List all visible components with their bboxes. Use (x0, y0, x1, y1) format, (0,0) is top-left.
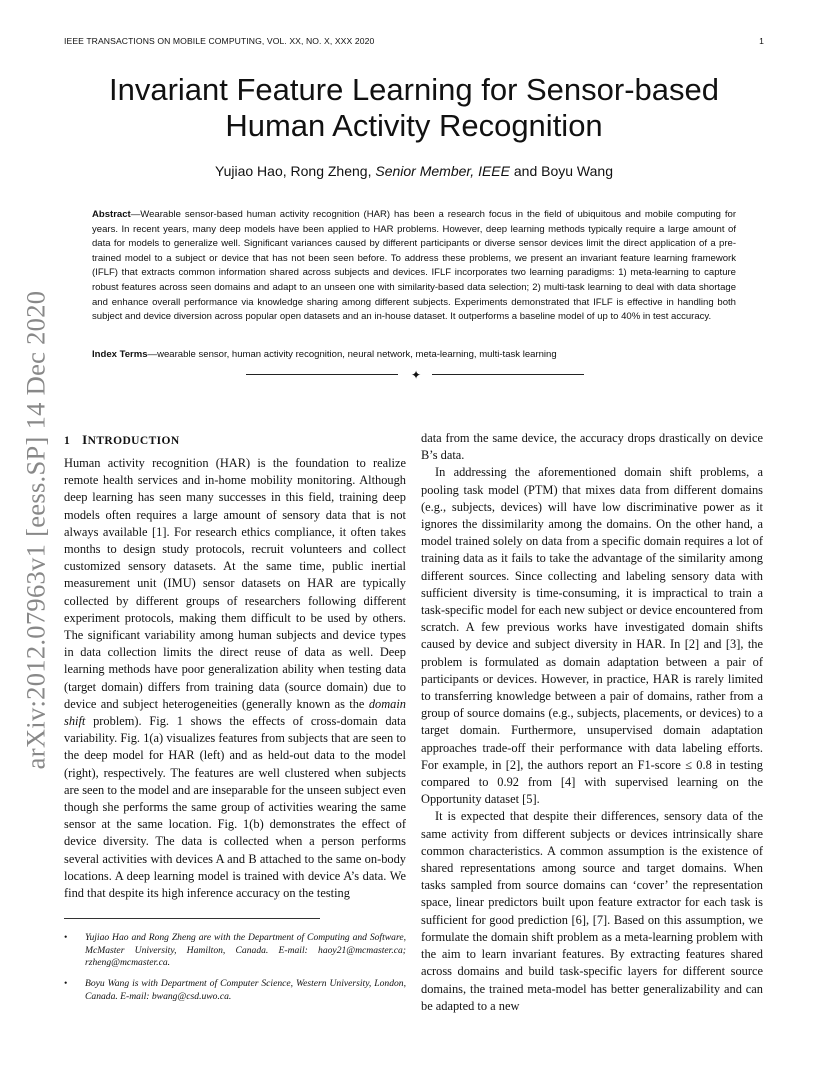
arxiv-identifier: arXiv:2012.07963v1 [eess.SP] 14 Dec 2020 (20, 290, 51, 770)
right-column (421, 430, 763, 1015)
running-header (64, 36, 764, 50)
bullet-icon: • (64, 978, 68, 989)
index-terms-text: —wearable sensor, human activity recognition, neural network, meta-learning, multi-task learning (147, 349, 557, 360)
title-line-2: Human Activity Recognition (225, 108, 603, 143)
author-list (64, 163, 764, 179)
author-rest: and Boyu Wang (513, 163, 613, 179)
page-number: 1 (759, 36, 764, 46)
diamond-ornament-icon: ✦ (410, 368, 422, 382)
paragraph: It is expected that despite their differences, sensory data of the same activity from different subjects or devices intrinsically share common characteristics. A common assumption is the existence of shared representations among source and target domains. When tasks sampled from source domains can ‘cover’ the representation space, linear predictors built upon feature extractor for each task is sufficient for good prediction [6], [7]. Based on this assumption, we formulate the domain shift problem as a meta-learning problem with the aim to learn invariant features. By extracting features shared across domains and build task-specific layers for different source domains, the trained meta-model has better generalizability and can be adapted to a new (421, 809, 763, 1013)
left-column (64, 430, 406, 902)
bullet-icon: • (64, 932, 68, 943)
paragraph: data from the same device, the accuracy drops drastically on device B’s data. (421, 431, 763, 463)
section-divider (246, 368, 584, 382)
paragraph (64, 455, 406, 902)
author-role: Senior Member, IEEE (375, 163, 510, 179)
abstract (92, 208, 736, 325)
index-terms-label: Index Terms (92, 349, 148, 360)
paper-title (64, 72, 764, 144)
title-line-1: Invariant Feature Learning for Sensor-based (108, 72, 720, 107)
journal-name: IEEE TRANSACTIONS ON MOBILE COMPUTING, VOL. XX, NO. X, XXX 2020 (64, 36, 375, 46)
abstract-text: —Wearable sensor-based human activity recognition (HAR) has been a research focus in the field of ubiquitous and mobile computing for years. In recent years, many deep models have been applied to HAR problems. However, deep learning methods typically require a large amount of data for models to generalize well. Significant variances caused by different participants or diverse sensor devices limit the direct application of a pre-trained model to a subject or device that has not been seen before. To address these problems, we present an invariant feature learning framework (IFLF) that extracts common information shared across subjects and devices. IFLF incorporates two learning paradigms: 1) meta-learning to capture robust features across seen domains and adapt to an unseen one with similarity-based data selection; 2) multi-task learning to deal with data shortage and enhance overall performance via knowledge sharing among different subjects. Experiments demonstrated that IFLF is effective in handling both subject and device diversion across popular open datasets and an in-house dataset. It outperforms a baseline model of up to 40% in test accuracy. (92, 209, 736, 323)
divider-line-right (432, 374, 584, 375)
section-heading-introduction (64, 430, 406, 451)
section-title-initial: I (82, 432, 88, 447)
paragraph-text: Human activity recognition (HAR) is the foundation to realize remote health services and in-home mobility monitoring. Although deep learning has seen many successes in this field, training deep models often requires a large amount of sensory data that is not always available [1]. For research ethics compliance, it often takes months to design study protocols, recruit volunteers and collect customized sensory datasets. At the same time, public inertial measurement unit (IMU) sensor datasets on HAR are typically collected by different groups of researchers following different experiment protocols, making them difficult to be used by others. The significant variability among human subjects and device types in data collection limits the direct reuse of data as well. Deep learning methods have poor generalization ability when testing data (target domain) differs from training data (source domain) due to device and subject heterogeneities (generally known as the (64, 456, 406, 711)
domain-shift-term: domain shift (64, 696, 406, 729)
abstract-label: Abstract (92, 209, 131, 220)
index-terms (92, 348, 736, 362)
footnote-text: Boyu Wang is with Department of Computer Science, Western University, London, Canada. E-mail: bwang@csd.uwo.ca. (85, 978, 406, 1002)
footnote-affiliation (64, 932, 406, 970)
paragraph: In addressing the aforementioned domain shift problems, a pooling task model (PTM) that mixes data from different domains (e.g., subjects, devices) will have low discriminative power as it ignores the dissimilarity among the domains. On the other hand, a model trained solely on data from a specific domain requires a lot of training data as it fails to take the advantage of the similarity among different sources. Since collecting and labeling sensory data with sufficient diversity is time-consuming, it is impractical to train a task-specific model for each new subject or device encountered from scratch. A few previous works have investigated domain shifts caused by device and subject diversity in HAR. In [2] and [3], the problem is formulated as domain adaptation between a pair of participants or devices. However, in practice, HAR is rarely limited to transferring knowledge between a pair of domains, rather from a group of source domains (e.g., subjects, placements, or devices) to a target domain. Furthermore, unsupervised domain adaptation approaches trade-off their performance with data labeling efforts. For example, in [2], the authors report an F1-score ≤ 0.8 in testing compared to 0.92 from [4] with supervised learning on the Opportunity dataset [5]. (421, 465, 763, 807)
author-names: Yujiao Hao, Rong Zheng, (215, 163, 372, 179)
footnote-rule (64, 918, 320, 919)
paragraph-text: problem). Fig. 1 shows the effects of cross-domain data variability. Fig. 1(a) visualizes features from subjects that are seen to the deep model for HAR (left) and as held-out data to the model (right), respectively. The features are well clustered when subjects are seen to the model and are inseparable for the unseen subject even though she performs the same group of activities wearing the same sensor at the same location. Fig. 1(b) demonstrates the effect of device diversity. The data is collected when a person performs several activities with devices A and B attached to the same on-body locations. A deep learning model is trained with device A’s data. We find that despite its high inference accuracy on the testing (64, 714, 406, 901)
arxiv-stamp (4, 290, 71, 770)
divider-line-left (246, 374, 398, 375)
footnote-affiliation (64, 978, 406, 1003)
footnote-text: Yujiao Hao and Rong Zheng are with the Department of Computing and Software, McMaster University, Hamilton, Canada. E-mail: haoy21@mcmaster.ca; rzheng@mcmaster.ca. (85, 932, 406, 968)
section-title-rest: NTRODUCTION (87, 435, 180, 447)
section-number: 1 (64, 435, 71, 447)
